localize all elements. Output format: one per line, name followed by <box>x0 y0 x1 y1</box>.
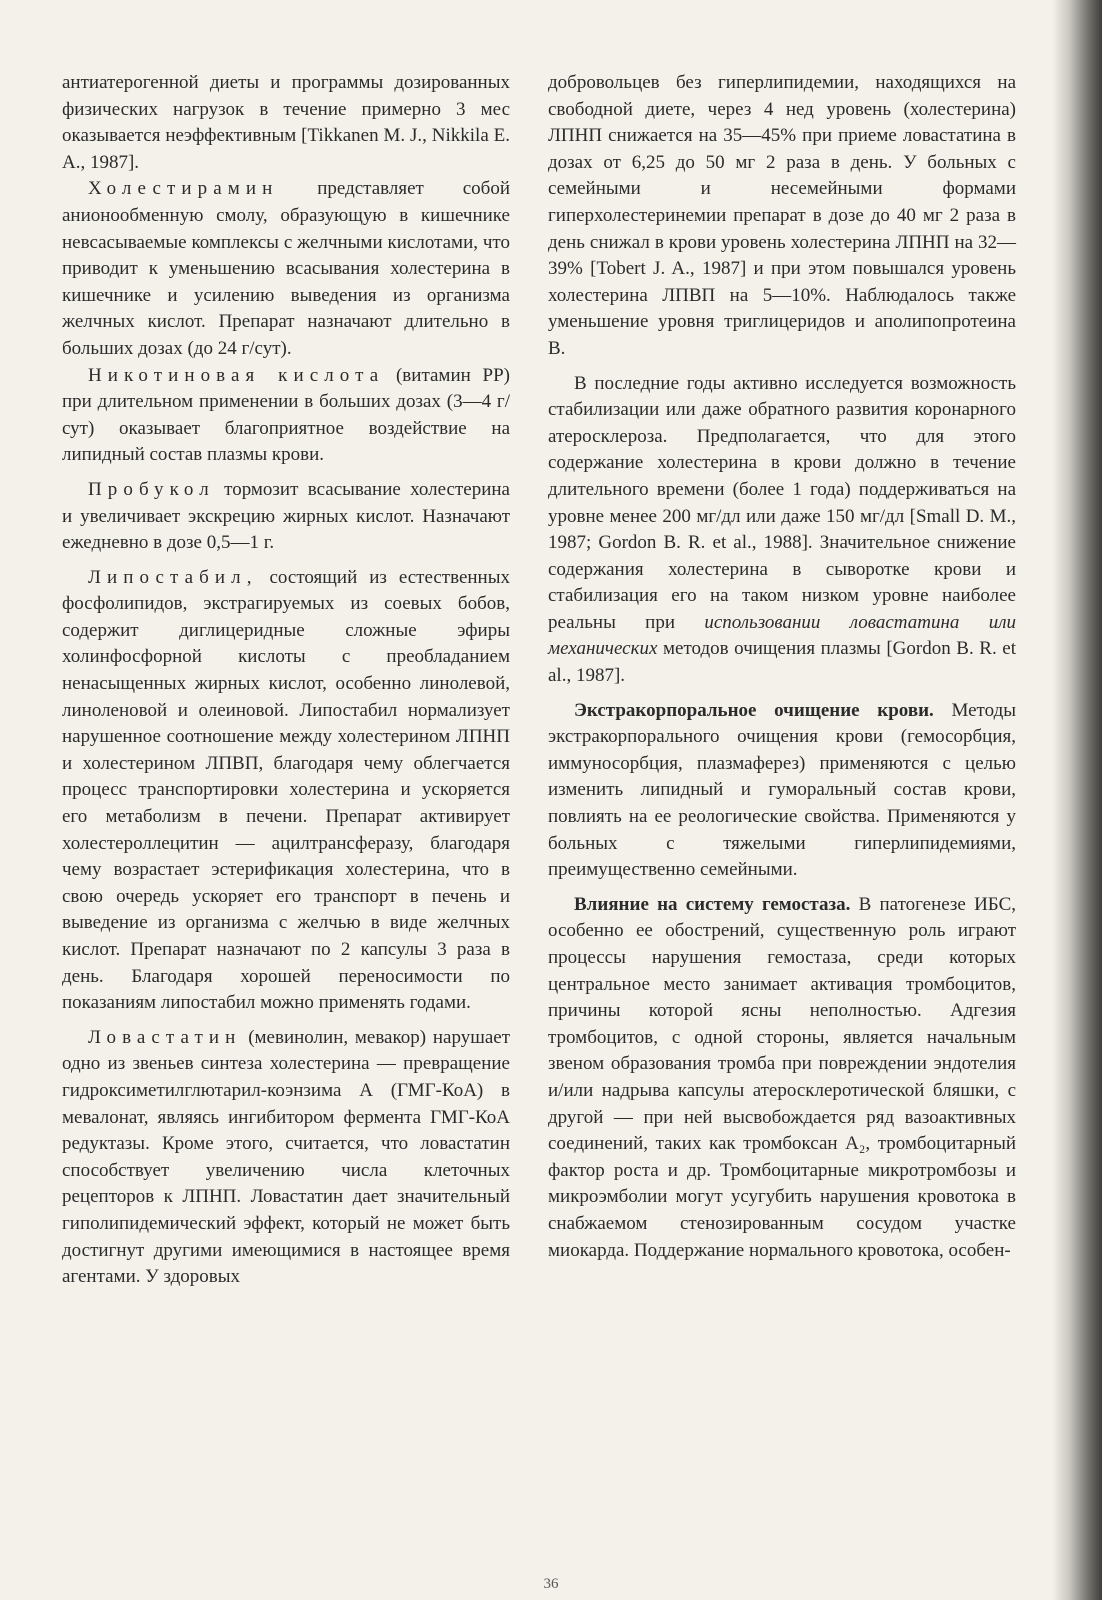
paragraph-text: представляет собой анионообменную смолу, образующую в кишечнике невсасываемые комплексы с желчными кислотами, что приводит к уменьшению всасывания холестерина в кишечнике и усилению выведения из организма желчных кислот. Препарат назначают длительно в больших дозах (до 24 г/сут). <box>62 178 510 359</box>
paragraph-text: (мевинолин, мевакор) нарушает одно из звеньев синтеза холестерина — превращение гидроксиметилглютарил-коэнзима А (ГМГ-КоА) в мевалонат, являясь ингибитором фермента ГМГ-КоА редуктазы. Кроме этого, считается, что ловастатин способствует увеличению числа клеточных рецепторов к ЛПНП. Ловастатин дает значительный гиполипидемический эффект, который не может быть достигнут другими имеющимися в настоящее время агентами. У здоровых <box>62 1026 511 1288</box>
paragraph-text: методов очищения плазмы [Gordon B. R. et al., 1987]. <box>548 638 1016 687</box>
drug-term: Липостабил, <box>88 566 258 588</box>
left-column <box>62 70 510 1291</box>
page-binding-shadow <box>1052 0 1102 1600</box>
drug-term: Холестирамин <box>88 178 279 200</box>
paragraph: антиатерогенной диеты и программы дозированных физических нагрузок в течение примерно 3 мес оказывается неэффективным [Tikkanen M. J., Nikkila E. A., 1987]. <box>62 72 510 173</box>
paragraph-text: Методы экстракорпорального очищения крови (гемосорбция, иммуносорбция, плазмаферез) применяются с целью изменить липидный и гуморальный состав крови, повлиять на ее реологические свойства. Применяются у больных с тяжелыми гиперлипидемиями, преимущественно семейными. <box>548 699 1016 881</box>
paragraph-text: (витамин PP) при длительном применении в больших дозах (3—4 г/сут) оказывает благоприятное воздействие на липидный состав плазмы крови. <box>62 364 510 466</box>
paragraph-text: В последние годы активно исследуется возможность стабилизации или даже обратного развития коронарного атеросклероза. Предполагается, что для этого содержание холестерина в крови должно в течение длительного времени (более 1 года) поддерживаться на уровне менее 200 мг/дл или даже 150 мг/дл [Small D. M., 1987; Gordon B. R. et al., 1988]. Значительное снижение содержания холестерина в сыворотке крови и стабилизация его на таком низком уровне наиболее реальны при <box>548 372 1016 633</box>
paragraph-lipostabil <box>62 565 510 1017</box>
drug-term: Ловастатин <box>88 1026 242 1048</box>
paragraph-cholestyramine <box>62 176 510 362</box>
section-heading: Экстракорпоральное очищение крови. <box>574 699 934 721</box>
paragraph-hemostasis <box>548 892 1016 1264</box>
paragraph: добровольцев без гиперлипидемии, находящихся на свободной диете, через 4 нед уровень (холестерина) ЛПНП снижается на 35—45% при приеме ловастатина в дозах от 6,25 до 50 мг 2 раза в день. У больных с семейными и несемейными формами гиперхолестеринемии препарат в дозе до 40 мг 2 раза в день снижал в крови уровень холестерина ЛПНП на 32—39% [Tobert J. A., 1987] и при этом повышался уровень холестерина ЛПВП на 5—10%. Наблюдалось также уменьшение уровня триглицеридов и аполипопротеина В. <box>548 72 1016 359</box>
paragraph-nicotinic-acid <box>62 363 510 469</box>
italic-text: использовании ловастатина или механических <box>548 611 1016 660</box>
paragraph-text: состоящий из естественных фосфолипидов, экстрагируемых из соевых бобов, содержит диглицеридные сложные эфиры холинфосфорной кислоты с преобладанием ненасыщенных жирных кислот, особенно линолевой, линоленовой и олеиновой. Липостабил нормализует нарушенное соотношение между холестерином ЛПНП и холестерином ЛПВП, благодаря чему облегчается процесс транспортировки холестерина и ускоряется его метаболизм в печени. Препарат активирует холестероллецитин — ацилтрансферазу, благодаря чему возрастает эстерификация холестерина, что в свою очередь ускоряет его транспорт в печень и выведение из организма с желчью в виде желчных кислот. Препарат назначают по 2 капсулы 3 раза в день. Благодаря хорошей переносимости по показаниям липостабил можно применять годами. <box>62 566 510 1014</box>
page-number: 36 <box>543 1576 559 1592</box>
drug-term: Пробукол <box>88 478 215 500</box>
paragraph-probucol <box>62 477 510 557</box>
section-heading: Влияние на систему гемостаза. <box>574 893 851 915</box>
drug-term: Никотиновая кислота <box>88 364 385 386</box>
paragraph-lovastatin <box>62 1025 510 1291</box>
paragraph-text: В патогенезе ИБС, особенно ее обострений, существенную роль играют процессы нарушения гемостаза, среди которых центральное место занимает активация тромбоцитов, причины которой ясны неполностью. Адгезия тромбоцитов, с одной стороны, является начальным звеном образования тромба при повреждении эндотелия и/или надрыва капсулы атеросклеротической бляшки, с другой — при ней высвобождается ряд вазоактивных соединений, таких как тромбоксан А₂, тромбоцитарный фактор роста и др. Тромбоцитарные микротромбозы и микроэмболии могут усугубить нарушения кровотока в снабжаемом стенозированным сосудом участке миокарда. Поддержание нормального кровотока, особен- <box>548 893 1016 1261</box>
right-column <box>548 70 1016 1264</box>
paragraph-extracorporeal <box>548 698 1016 884</box>
paragraph-regression <box>548 371 1016 690</box>
paragraph-text: тормозит всасывание холестерина и увеличивает экскрецию жирных кислот. Назначают ежедневно в дозе 0,5—1 г. <box>62 478 510 554</box>
